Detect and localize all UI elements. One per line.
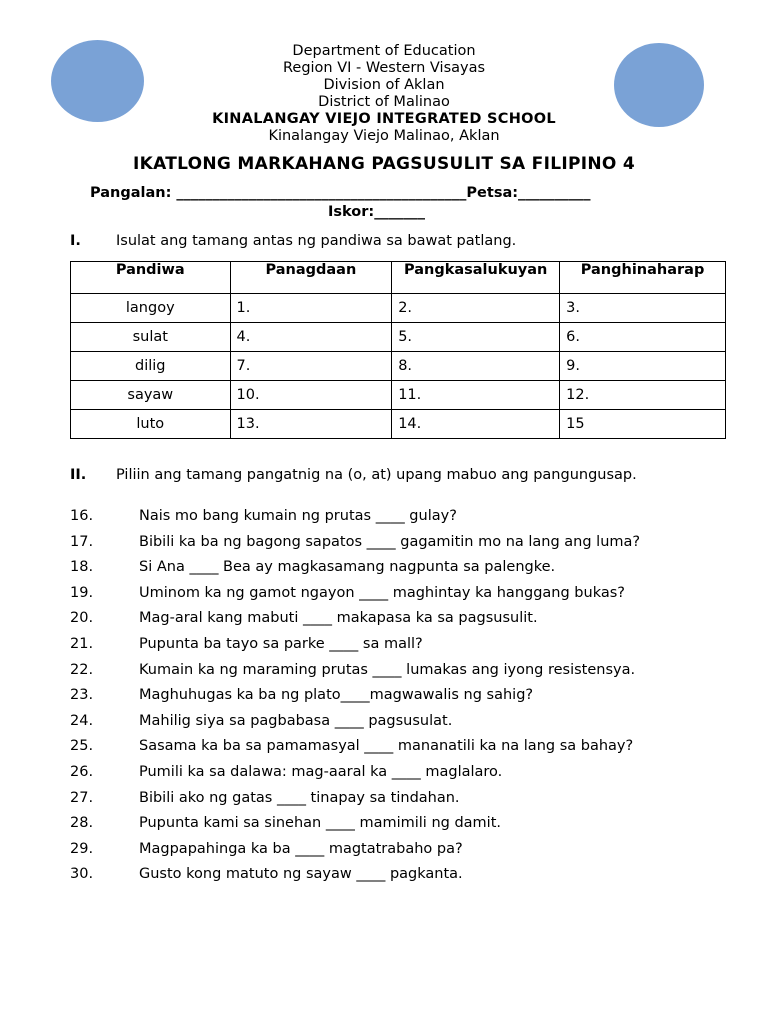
answer-cell[interactable]: 10. bbox=[230, 381, 392, 410]
item-text: Maghuhugas ka ba ng plato____magwawalis ng sahig? bbox=[139, 687, 534, 704]
item-text: Sasama ka ba sa pamamasyal ____ mananatili ka na lang sa bahay? bbox=[139, 738, 634, 755]
header-line: Region VI - Western Visayas bbox=[282, 60, 486, 76]
answer-cell[interactable]: 12. bbox=[560, 381, 726, 410]
item-number: 17. bbox=[70, 533, 94, 550]
item-number: 26. bbox=[70, 763, 94, 780]
header-line: Division of Aklan bbox=[323, 77, 445, 93]
verb-cell: sayaw bbox=[71, 381, 231, 410]
item-text: Gusto kong matuto ng sayaw ____ pagkanta. bbox=[139, 866, 463, 883]
item-number: 19. bbox=[70, 584, 94, 601]
item-text: Si Ana ____ Bea ay magkasamang nagpunta sa palengke. bbox=[139, 559, 556, 576]
item-number: 21. bbox=[70, 635, 94, 652]
list-item bbox=[70, 636, 730, 662]
answer-cell[interactable]: 11. bbox=[392, 381, 560, 410]
item-text: Bibili ka ba ng bagong sapatos ____ gagamitin mo na lang ang luma? bbox=[139, 533, 641, 550]
item-text: Nais mo bang kumain ng prutas ____ gulay? bbox=[139, 508, 457, 524]
item-number: 20. bbox=[70, 610, 94, 627]
list-item bbox=[70, 790, 730, 816]
table-header: Pangkasalukuyan bbox=[392, 262, 560, 294]
answer-cell[interactable]: 2. bbox=[392, 294, 560, 323]
item-text: Pupunta ba tayo sa parke ____ sa mall? bbox=[139, 635, 423, 652]
score-field[interactable]: Iskor:_______ bbox=[328, 204, 425, 220]
list-item bbox=[70, 687, 730, 713]
section-2-number: II. bbox=[70, 467, 87, 483]
table-header-row bbox=[71, 262, 726, 294]
answer-cell[interactable]: 4. bbox=[230, 323, 392, 352]
answer-cell[interactable]: 6. bbox=[560, 323, 726, 352]
item-text: Mahilig siya sa pagbabasa ____ pagsusulat. bbox=[139, 712, 453, 729]
item-number: 22. bbox=[70, 661, 94, 678]
section-1-instruction: Isulat ang tamang antas ng pandiwa sa bawat patlang. bbox=[116, 233, 517, 249]
list-item bbox=[70, 559, 730, 585]
header-line: District of Malinao bbox=[318, 94, 450, 110]
list-item bbox=[70, 534, 730, 560]
list-item bbox=[70, 764, 730, 790]
list-item bbox=[70, 585, 730, 611]
list-item bbox=[70, 713, 730, 739]
item-text: Bibili ako ng gatas ____ tinapay sa tindahan. bbox=[139, 789, 460, 806]
item-text: Magpapahinga ka ba ____ magtatrabaho pa? bbox=[139, 840, 463, 857]
table-header: Panghinaharap bbox=[560, 262, 726, 294]
table-row bbox=[71, 410, 726, 439]
verb-cell: langoy bbox=[71, 294, 231, 323]
name-date-field[interactable]: Pangalan: ________________________________________Petsa:__________ bbox=[90, 185, 591, 201]
item-text: Uminom ka ng gamot ngayon ____ maghintay ka hanggang bukas? bbox=[139, 584, 625, 601]
item-number: 18. bbox=[70, 559, 94, 576]
list-item bbox=[70, 866, 730, 892]
answer-cell[interactable]: 8. bbox=[392, 352, 560, 381]
list-item bbox=[70, 841, 730, 867]
answer-cell[interactable]: 1. bbox=[230, 294, 392, 323]
verb-cell: sulat bbox=[71, 323, 231, 352]
list-item bbox=[70, 738, 730, 764]
table-row bbox=[71, 352, 726, 381]
answer-cell[interactable]: 5. bbox=[392, 323, 560, 352]
table-row bbox=[71, 294, 726, 323]
answer-cell[interactable]: 7. bbox=[230, 352, 392, 381]
school-address: Kinalangay Viejo Malinao, Aklan bbox=[268, 128, 500, 144]
table-header: Panagdaan bbox=[230, 262, 392, 294]
answer-cell[interactable]: 3. bbox=[560, 294, 726, 323]
item-number: 30. bbox=[70, 866, 94, 883]
item-number: 28. bbox=[70, 815, 94, 832]
table-header: Pandiwa bbox=[71, 262, 231, 294]
item-text: Kumain ka ng maraming prutas ____ lumakas ang iyong resistensya. bbox=[139, 661, 636, 678]
list-item bbox=[70, 815, 730, 841]
document-header bbox=[0, 43, 768, 145]
answer-cell[interactable]: 9. bbox=[560, 352, 726, 381]
exam-title: IKATLONG MARKAHANG PAGSUSULIT SA FILIPINO 4 bbox=[133, 154, 635, 174]
table-row bbox=[71, 323, 726, 352]
section-2-instruction: Piliin ang tamang pangatnig na (o, at) upang mabuo ang pangungusap. bbox=[116, 467, 637, 483]
item-number: 25. bbox=[70, 738, 94, 755]
item-text: Pumili ka sa dalawa: mag-aaral ka ____ maglalaro. bbox=[139, 763, 503, 780]
item-number: 23. bbox=[70, 687, 94, 704]
item-number: 29. bbox=[70, 840, 94, 857]
list-item bbox=[70, 662, 730, 688]
table-row bbox=[71, 381, 726, 410]
verb-cell: luto bbox=[71, 410, 231, 439]
item-text: Pupunta kami sa sinehan ____ mamimili ng damit. bbox=[139, 815, 501, 832]
answer-cell[interactable]: 15 bbox=[560, 410, 726, 439]
section-1-number: I. bbox=[70, 233, 81, 249]
answer-cell[interactable]: 13. bbox=[230, 410, 392, 439]
verb-cell: dilig bbox=[71, 352, 231, 381]
item-text: Mag-aral kang mabuti ____ makapasa ka sa pagsusulit. bbox=[139, 610, 538, 627]
answer-cell[interactable]: 14. bbox=[392, 410, 560, 439]
question-list bbox=[70, 508, 730, 892]
header-line: Department of Education bbox=[292, 43, 476, 59]
item-number: 16. bbox=[70, 508, 94, 524]
list-item bbox=[70, 610, 730, 636]
list-item bbox=[70, 508, 730, 534]
item-number: 24. bbox=[70, 712, 94, 729]
item-number: 27. bbox=[70, 789, 94, 806]
verb-tense-table bbox=[70, 261, 726, 439]
school-name: KINALANGAY VIEJO INTEGRATED SCHOOL bbox=[212, 111, 556, 127]
